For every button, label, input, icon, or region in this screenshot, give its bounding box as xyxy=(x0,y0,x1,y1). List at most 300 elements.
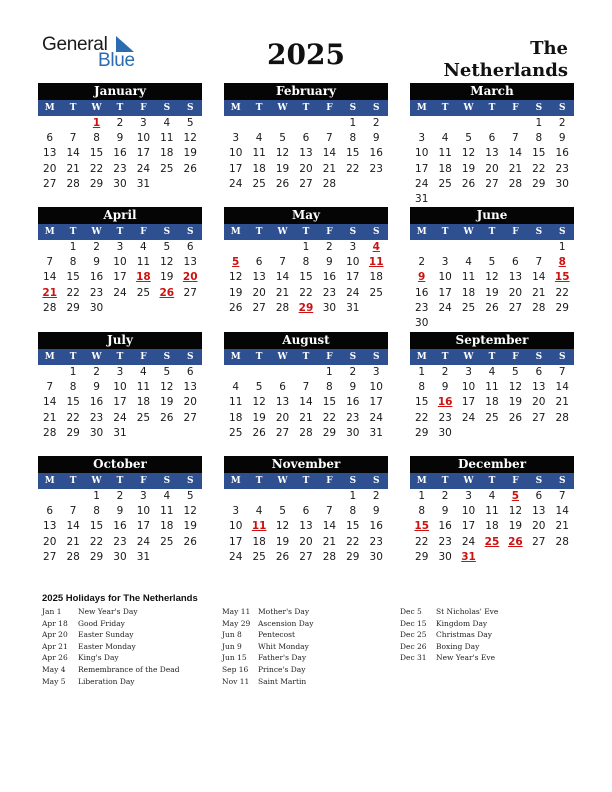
holiday-item xyxy=(222,641,313,653)
week-row xyxy=(224,255,388,270)
weekday-label: W xyxy=(91,476,102,486)
day-cell: 18 xyxy=(485,396,499,409)
day-cell: 1 xyxy=(93,490,100,502)
weekday-label: T xyxy=(255,103,263,113)
day-cell xyxy=(294,489,317,504)
week-row xyxy=(410,365,574,380)
holiday-date: Jan 1 xyxy=(42,607,62,616)
day-cell: 9 xyxy=(116,505,124,518)
day-cell: 2 xyxy=(372,490,380,502)
weekday-header xyxy=(410,224,574,240)
day-cell xyxy=(480,192,503,207)
day-cell xyxy=(132,301,155,316)
day-cell: 23 xyxy=(369,535,383,548)
day-cell xyxy=(433,192,456,207)
weekday-label: S xyxy=(558,352,566,362)
day-cell xyxy=(247,240,270,255)
holiday-name: Kingdom Day xyxy=(436,618,488,628)
day-cell: 22 xyxy=(555,286,569,299)
holiday-name: Remembrance of the Dead xyxy=(78,664,180,674)
day-cell: 22 xyxy=(299,286,313,299)
holiday-day-cell: 31 xyxy=(461,550,476,563)
day-cell: 13 xyxy=(43,520,57,533)
day-cell: 14 xyxy=(555,505,569,518)
day-cell xyxy=(294,365,317,380)
day-cell: 30 xyxy=(555,177,569,190)
day-cell: 27 xyxy=(508,301,523,314)
day-cell: 11 xyxy=(485,505,499,518)
day-cell: 16 xyxy=(113,520,127,533)
weekday-label: F xyxy=(512,103,519,113)
holiday-day-cell: 11 xyxy=(368,256,384,269)
holiday-day-cell: 5 xyxy=(511,490,520,502)
weekday-header xyxy=(410,349,574,365)
weekday-label: T xyxy=(116,476,124,486)
day-cell: 10 xyxy=(438,271,452,284)
day-cell: 30 xyxy=(369,550,383,563)
holiday-name: Liberation Day xyxy=(78,676,135,686)
day-cell: 8 xyxy=(535,132,543,145)
day-cell: 8 xyxy=(93,132,100,145)
day-cell: 3 xyxy=(140,490,147,502)
day-cell: 4 xyxy=(232,381,240,394)
day-cell: 26 xyxy=(485,301,499,314)
month-title: February xyxy=(224,83,388,100)
day-cell: 19 xyxy=(160,271,174,284)
day-cell: 31 xyxy=(415,192,429,205)
month-title: January xyxy=(38,83,202,100)
day-cell: 12 xyxy=(229,271,243,284)
weekday-label: S xyxy=(535,103,543,113)
day-cell: 8 xyxy=(302,256,310,269)
weekday-label: T xyxy=(441,352,449,362)
day-cell xyxy=(504,192,527,207)
weekday-label: F xyxy=(140,476,147,486)
day-cell: 31 xyxy=(136,177,151,190)
day-cell: 1 xyxy=(558,241,566,253)
day-cell: 26 xyxy=(252,426,266,439)
week-row xyxy=(224,535,388,550)
holiday-date: Sep 16 xyxy=(222,664,249,674)
weekday-label: S xyxy=(349,352,357,362)
day-cell: 29 xyxy=(415,550,429,563)
holiday-name: Pentecost xyxy=(258,630,296,640)
weekday-label: W xyxy=(277,103,288,113)
day-cell xyxy=(341,177,364,192)
day-cell: 17 xyxy=(136,520,151,533)
month-title: November xyxy=(224,456,388,473)
day-cell xyxy=(365,177,388,192)
day-cell: 25 xyxy=(461,301,476,314)
weekday-label: T xyxy=(302,476,310,486)
day-cell: 11 xyxy=(252,147,266,160)
day-cell xyxy=(271,116,294,131)
day-cell: 9 xyxy=(93,381,100,394)
holiday-name: Whit Monday xyxy=(258,641,309,651)
day-cell: 24 xyxy=(113,286,127,299)
day-cell: 29 xyxy=(555,301,569,314)
day-cell: 5 xyxy=(465,132,472,145)
week-row xyxy=(224,550,388,565)
day-cell: 25 xyxy=(369,286,383,299)
day-cell: 3 xyxy=(349,241,357,253)
day-cell xyxy=(155,550,178,565)
day-cell: 15 xyxy=(532,147,546,160)
weekday-label: T xyxy=(116,227,124,237)
day-cell: 26 xyxy=(461,177,476,190)
day-cell: 21 xyxy=(275,286,290,299)
day-cell: 28 xyxy=(555,535,569,548)
weekday-label: W xyxy=(277,352,288,362)
weekday-label: W xyxy=(277,227,288,237)
day-cell: 1 xyxy=(349,490,357,502)
day-cell: 12 xyxy=(160,381,174,394)
day-cell: 27 xyxy=(252,301,266,314)
week-row xyxy=(38,365,202,380)
day-cell: 30 xyxy=(322,301,337,314)
day-cell: 28 xyxy=(555,411,569,424)
day-cell: 15 xyxy=(346,520,360,533)
day-cell: 1 xyxy=(418,366,426,378)
holiday-column xyxy=(400,606,498,664)
day-cell: 19 xyxy=(160,396,174,409)
day-cell: 17 xyxy=(461,396,476,409)
holidays-title: 2025 Holidays for The Netherlands xyxy=(42,593,198,604)
week-row xyxy=(38,162,202,177)
day-cell: 11 xyxy=(438,147,452,160)
day-cell xyxy=(38,365,61,380)
weekday-label: M xyxy=(230,227,241,237)
day-cell: 26 xyxy=(183,535,197,548)
day-cell: 22 xyxy=(66,286,80,299)
weekday-label: M xyxy=(416,476,427,486)
month-september xyxy=(410,332,574,441)
day-cell: 6 xyxy=(535,366,543,378)
holiday-item xyxy=(42,664,180,676)
day-cell: 13 xyxy=(508,271,523,284)
day-cell: 29 xyxy=(89,177,104,190)
day-cell xyxy=(179,426,202,441)
day-cell xyxy=(410,116,433,131)
day-cell: 28 xyxy=(508,177,523,190)
day-cell: 12 xyxy=(485,271,499,284)
holiday-day-cell: 15 xyxy=(554,271,570,284)
day-cell xyxy=(551,192,574,207)
month-january xyxy=(38,83,202,192)
day-cell xyxy=(457,192,480,207)
day-cell: 13 xyxy=(532,381,546,394)
weekday-header xyxy=(224,224,388,240)
page-title-year: 2025 xyxy=(267,38,345,71)
holiday-item xyxy=(400,606,498,618)
day-cell: 1 xyxy=(69,241,77,253)
day-cell: 2 xyxy=(93,241,100,253)
day-cell: 11 xyxy=(229,396,243,409)
weekday-header xyxy=(38,100,202,116)
day-cell: 30 xyxy=(415,316,429,329)
weekday-label: T xyxy=(441,227,449,237)
week-row xyxy=(410,489,574,504)
holiday-item xyxy=(42,652,180,664)
day-cell: 8 xyxy=(93,505,100,518)
weekday-label: M xyxy=(416,352,427,362)
day-cell: 2 xyxy=(441,490,449,502)
day-cell: 20 xyxy=(532,520,546,533)
day-cell: 21 xyxy=(555,520,569,533)
day-cell: 9 xyxy=(441,505,449,518)
day-cell xyxy=(551,426,574,441)
weekday-label: F xyxy=(326,227,333,237)
holiday-item xyxy=(42,606,180,618)
day-cell: 31 xyxy=(346,301,360,314)
day-cell: 4 xyxy=(488,366,496,378)
day-cell: 9 xyxy=(372,132,380,145)
day-cell: 31 xyxy=(136,550,151,563)
weekday-label: M xyxy=(230,476,241,486)
weekday-label: S xyxy=(163,476,171,486)
day-cell: 15 xyxy=(346,147,360,160)
month-title: May xyxy=(224,207,388,224)
day-cell xyxy=(38,116,61,131)
logo-text-general: General xyxy=(42,34,108,55)
week-row xyxy=(224,146,388,161)
day-cell xyxy=(318,489,341,504)
day-cell: 3 xyxy=(441,256,449,269)
day-cell: 18 xyxy=(160,147,174,160)
day-cell: 13 xyxy=(275,396,290,409)
day-cell: 6 xyxy=(302,505,310,518)
weekday-label: T xyxy=(116,352,124,362)
day-cell: 20 xyxy=(485,162,499,175)
month-march xyxy=(410,83,574,207)
country-title xyxy=(388,38,568,82)
day-cell: 10 xyxy=(415,147,429,160)
day-cell: 25 xyxy=(252,177,266,190)
day-cell: 30 xyxy=(346,426,360,439)
day-cell: 15 xyxy=(66,396,80,409)
day-cell: 6 xyxy=(535,490,543,502)
holiday-name: Easter Monday xyxy=(78,641,136,651)
day-cell: 5 xyxy=(163,241,171,253)
day-cell: 19 xyxy=(508,520,523,533)
day-cell: 23 xyxy=(89,411,104,424)
day-cell xyxy=(551,316,574,331)
day-cell: 21 xyxy=(322,535,337,548)
day-cell: 23 xyxy=(346,411,360,424)
day-cell: 8 xyxy=(69,256,77,269)
day-cell: 26 xyxy=(275,550,290,563)
day-cell: 21 xyxy=(43,411,57,424)
day-cell xyxy=(179,301,202,316)
week-row xyxy=(410,411,574,426)
holiday-date: Apr 20 xyxy=(42,630,68,640)
day-cell xyxy=(247,489,270,504)
day-cell: 4 xyxy=(163,490,171,502)
day-cell: 8 xyxy=(326,381,333,394)
weekday-label: M xyxy=(416,103,427,113)
day-cell xyxy=(61,116,84,131)
holiday-item xyxy=(222,629,313,641)
week-row xyxy=(224,504,388,519)
day-cell: 31 xyxy=(369,426,383,439)
weekday-label: S xyxy=(349,476,357,486)
holiday-name: Father's Day xyxy=(258,653,307,663)
day-cell: 24 xyxy=(346,286,360,299)
day-cell: 26 xyxy=(183,162,197,175)
day-cell: 23 xyxy=(438,535,452,548)
day-cell: 14 xyxy=(43,396,57,409)
week-row xyxy=(38,489,202,504)
day-cell: 18 xyxy=(160,520,174,533)
day-cell: 17 xyxy=(113,271,127,284)
day-cell: 20 xyxy=(43,162,57,175)
weekday-label: M xyxy=(44,352,55,362)
weekday-label: S xyxy=(535,227,543,237)
day-cell xyxy=(410,240,433,255)
holiday-day-cell: 26 xyxy=(159,286,175,299)
holiday-day-cell: 9 xyxy=(418,271,426,284)
weekday-label: F xyxy=(140,352,147,362)
day-cell: 8 xyxy=(69,381,77,394)
day-cell xyxy=(457,240,480,255)
day-cell: 21 xyxy=(508,162,523,175)
day-cell: 20 xyxy=(43,535,57,548)
weekday-label: S xyxy=(186,227,194,237)
day-cell: 30 xyxy=(438,426,452,439)
holiday-name: King's Day xyxy=(78,653,119,663)
day-cell: 5 xyxy=(279,505,286,518)
day-cell: 11 xyxy=(160,132,174,145)
month-june xyxy=(410,207,574,331)
day-cell xyxy=(155,301,178,316)
month-title: October xyxy=(38,456,202,473)
day-cell: 14 xyxy=(555,381,569,394)
day-cell: 17 xyxy=(415,162,429,175)
weekday-label: S xyxy=(163,352,171,362)
day-cell: 28 xyxy=(43,426,57,439)
holiday-day-cell: 21 xyxy=(42,286,58,299)
weekday-label: S xyxy=(558,476,566,486)
weekday-label: T xyxy=(302,352,310,362)
day-cell: 7 xyxy=(302,381,310,394)
holiday-date: Dec 26 xyxy=(400,641,427,651)
day-cell xyxy=(527,192,550,207)
day-cell: 27 xyxy=(532,535,546,548)
day-cell: 22 xyxy=(89,535,104,548)
day-cell: 24 xyxy=(229,177,243,190)
day-cell xyxy=(551,550,574,565)
day-cell: 28 xyxy=(43,301,57,314)
day-cell: 12 xyxy=(461,147,476,160)
day-cell: 18 xyxy=(136,396,151,409)
day-cell: 9 xyxy=(349,381,357,394)
month-november xyxy=(224,456,388,565)
day-cell: 14 xyxy=(66,147,80,160)
week-row xyxy=(410,177,574,192)
day-cell xyxy=(504,116,527,131)
day-cell xyxy=(38,489,61,504)
day-cell: 27 xyxy=(183,286,197,299)
day-cell: 16 xyxy=(369,520,383,533)
weekday-header xyxy=(410,100,574,116)
day-cell: 3 xyxy=(232,505,240,518)
weekday-label: S xyxy=(372,103,380,113)
day-cell: 13 xyxy=(532,505,546,518)
holiday-name: New Year's Eve xyxy=(436,653,496,663)
weekday-label: S xyxy=(186,352,194,362)
week-row xyxy=(410,426,574,441)
holiday-item xyxy=(222,606,313,618)
week-row xyxy=(38,146,202,161)
day-cell xyxy=(433,240,456,255)
day-cell: 14 xyxy=(275,271,290,284)
day-cell: 2 xyxy=(372,117,380,129)
week-row xyxy=(410,255,574,270)
day-cell: 3 xyxy=(116,366,124,378)
day-cell: 28 xyxy=(299,426,313,439)
week-row xyxy=(38,380,202,395)
day-cell: 20 xyxy=(275,411,290,424)
day-cell: 22 xyxy=(322,411,337,424)
day-cell: 4 xyxy=(255,132,263,145)
day-cell: 13 xyxy=(43,147,57,160)
week-row xyxy=(38,116,202,131)
day-cell: 17 xyxy=(113,396,127,409)
day-cell: 6 xyxy=(279,381,286,394)
day-cell: 20 xyxy=(183,396,197,409)
holiday-date: Nov 11 xyxy=(222,676,250,686)
week-row xyxy=(224,270,388,285)
day-cell: 10 xyxy=(461,381,476,394)
day-cell: 4 xyxy=(465,256,472,269)
weekday-label: T xyxy=(488,476,496,486)
day-cell: 26 xyxy=(508,411,523,424)
day-cell: 3 xyxy=(372,366,380,378)
weekday-label: T xyxy=(488,227,496,237)
day-cell: 9 xyxy=(372,505,380,518)
day-cell xyxy=(247,365,270,380)
weekday-label: W xyxy=(463,227,474,237)
day-cell: 29 xyxy=(66,301,80,314)
week-row xyxy=(38,519,202,534)
week-row xyxy=(38,535,202,550)
day-cell: 5 xyxy=(512,366,519,378)
week-row xyxy=(38,395,202,410)
holiday-date: Apr 21 xyxy=(42,641,68,651)
weekday-label: T xyxy=(302,103,310,113)
day-cell: 3 xyxy=(465,490,472,502)
day-cell: 12 xyxy=(275,147,290,160)
day-cell: 10 xyxy=(229,520,243,533)
week-row xyxy=(410,301,574,316)
day-cell: 18 xyxy=(485,520,499,533)
month-title: March xyxy=(410,83,574,100)
day-cell xyxy=(504,316,527,331)
day-cell: 19 xyxy=(183,147,197,160)
day-cell xyxy=(527,550,550,565)
day-cell: 14 xyxy=(43,271,57,284)
day-cell: 2 xyxy=(116,117,124,129)
day-cell: 13 xyxy=(183,256,197,269)
day-cell: 29 xyxy=(415,426,429,439)
day-cell: 21 xyxy=(322,162,337,175)
holiday-name: Good Friday xyxy=(78,618,125,628)
day-cell: 28 xyxy=(322,177,337,190)
day-cell: 16 xyxy=(555,147,569,160)
week-row xyxy=(410,316,574,331)
day-cell: 14 xyxy=(532,271,546,284)
weekday-label: S xyxy=(349,103,357,113)
